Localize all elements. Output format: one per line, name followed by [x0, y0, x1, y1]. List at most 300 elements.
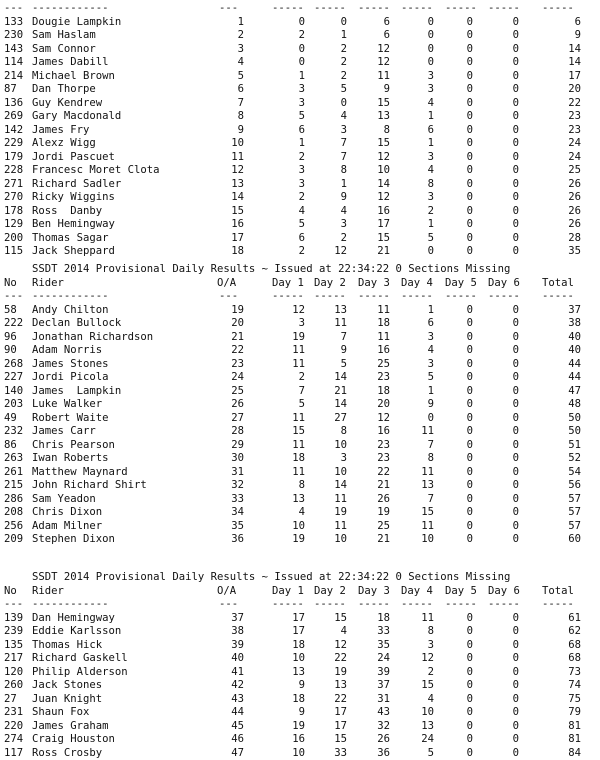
- total-score: 24: [556, 137, 581, 151]
- result-row: [0, 493, 600, 507]
- rider-name: James Carr: [32, 425, 96, 439]
- dash-day2: -----: [314, 2, 346, 16]
- rider-name: Francesc Moret Clota: [32, 164, 160, 178]
- rider-number: 208: [4, 506, 23, 520]
- rider-name: Matthew Maynard: [32, 466, 128, 480]
- rider-name: Gary Macdonald: [32, 110, 121, 124]
- result-row: [0, 137, 600, 151]
- dash-day4: -----: [401, 2, 433, 16]
- day-6-score: 0: [494, 747, 519, 760]
- overall-position: 32: [219, 479, 244, 493]
- overall-position: 21: [219, 331, 244, 345]
- header-day2: Day 2: [314, 585, 346, 599]
- dash-underline-row: [0, 2, 600, 16]
- dash-oa: ---: [219, 598, 238, 612]
- result-row: [0, 191, 600, 205]
- results-rows: [0, 16, 600, 259]
- day-3-score: 22: [365, 466, 390, 480]
- overall-position: 24: [219, 371, 244, 385]
- day-6-score: 0: [494, 533, 519, 547]
- day-6-score: 0: [494, 331, 519, 345]
- day-4-score: 8: [409, 178, 434, 192]
- overall-position: 26: [219, 398, 244, 412]
- total-score: 9: [556, 29, 581, 43]
- result-row: [0, 412, 600, 426]
- rider-number: 220: [4, 720, 23, 734]
- day-2-score: 22: [322, 693, 347, 707]
- day-5-score: 0: [448, 344, 473, 358]
- day-5-score: 0: [448, 358, 473, 372]
- day-3-score: 18: [365, 612, 390, 626]
- day-3-score: 15: [365, 97, 390, 111]
- overall-position: 14: [219, 191, 244, 205]
- overall-position: 19: [219, 304, 244, 318]
- result-row: [0, 439, 600, 453]
- day-5-score: 0: [448, 652, 473, 666]
- rider-number: 217: [4, 652, 23, 666]
- rider-name: Chris Pearson: [32, 439, 115, 453]
- overall-position: 9: [219, 124, 244, 138]
- day-1-score: 11: [280, 358, 305, 372]
- rider-number: 178: [4, 205, 23, 219]
- day-3-score: 11: [365, 304, 390, 318]
- rider-number: 133: [4, 16, 23, 30]
- day-2-score: 11: [322, 317, 347, 331]
- rider-name: Craig Houston: [32, 733, 115, 747]
- day-5-score: 0: [448, 466, 473, 480]
- day-3-score: 19: [365, 506, 390, 520]
- day-4-score: 4: [409, 97, 434, 111]
- day-4-score: 10: [409, 706, 434, 720]
- result-row: [0, 706, 600, 720]
- rider-number: 96: [4, 331, 17, 345]
- header-no: No: [4, 585, 17, 599]
- day-3-score: 18: [365, 317, 390, 331]
- day-3-score: 33: [365, 625, 390, 639]
- total-score: 14: [556, 56, 581, 70]
- day-4-score: 4: [409, 344, 434, 358]
- result-row: [0, 479, 600, 493]
- day-3-score: 25: [365, 520, 390, 534]
- day-3-score: 32: [365, 720, 390, 734]
- day-6-score: 0: [494, 385, 519, 399]
- rider-number: 49: [4, 412, 17, 426]
- day-4-score: 1: [409, 137, 434, 151]
- day-6-score: 0: [494, 191, 519, 205]
- rider-name: Adam Norris: [32, 344, 102, 358]
- day-3-score: 12: [365, 43, 390, 57]
- day-1-score: 19: [280, 533, 305, 547]
- rider-number: 229: [4, 137, 23, 151]
- day-2-score: 1: [322, 29, 347, 43]
- day-1-score: 12: [280, 304, 305, 318]
- header-rider: Rider: [32, 277, 64, 291]
- result-row: [0, 371, 600, 385]
- day-6-score: 0: [494, 83, 519, 97]
- day-6-score: 0: [494, 29, 519, 43]
- total-score: 6: [556, 16, 581, 30]
- rider-name: Jonathan Richardson: [32, 331, 153, 345]
- header-day5: Day 5: [445, 585, 477, 599]
- rider-name: James Stones: [32, 358, 109, 372]
- day-5-score: 0: [448, 371, 473, 385]
- day-6-score: 0: [494, 733, 519, 747]
- day-4-score: 0: [409, 245, 434, 259]
- day-1-score: 2: [280, 151, 305, 165]
- day-2-score: 4: [322, 625, 347, 639]
- day-2-score: 1: [322, 178, 347, 192]
- day-4-score: 3: [409, 70, 434, 84]
- overall-position: 22: [219, 344, 244, 358]
- day-1-score: 3: [280, 83, 305, 97]
- rider-number: 239: [4, 625, 23, 639]
- day-5-score: 0: [448, 452, 473, 466]
- result-row: [0, 43, 600, 57]
- rider-number: 136: [4, 97, 23, 111]
- day-2-score: 0: [322, 97, 347, 111]
- day-3-score: 23: [365, 371, 390, 385]
- day-1-score: 19: [280, 331, 305, 345]
- day-1-score: 2: [280, 191, 305, 205]
- rider-name: Adam Milner: [32, 520, 102, 534]
- day-6-score: 0: [494, 245, 519, 259]
- day-5-score: 0: [448, 506, 473, 520]
- rider-number: 214: [4, 70, 23, 84]
- day-4-score: 1: [409, 218, 434, 232]
- day-4-score: 15: [409, 679, 434, 693]
- total-score: 48: [556, 398, 581, 412]
- header-day6: Day 6: [488, 585, 520, 599]
- rider-number: 209: [4, 533, 23, 547]
- overall-position: 12: [219, 164, 244, 178]
- total-score: 52: [556, 452, 581, 466]
- day-3-score: 26: [365, 733, 390, 747]
- rider-name: Ross Crosby: [32, 747, 102, 760]
- rider-number: 27: [4, 693, 17, 707]
- day-2-score: 15: [322, 612, 347, 626]
- day-3-score: 21: [365, 533, 390, 547]
- day-3-score: 16: [365, 344, 390, 358]
- day-3-score: 8: [365, 124, 390, 138]
- day-4-score: 0: [409, 412, 434, 426]
- day-4-score: 1: [409, 110, 434, 124]
- result-row: [0, 666, 600, 680]
- day-6-score: 0: [494, 412, 519, 426]
- overall-position: 40: [219, 652, 244, 666]
- day-5-score: 0: [448, 520, 473, 534]
- dash-day3: -----: [358, 598, 390, 612]
- day-4-score: 3: [409, 83, 434, 97]
- rider-number: 200: [4, 232, 23, 246]
- day-6-score: 0: [494, 164, 519, 178]
- day-3-score: 16: [365, 205, 390, 219]
- day-1-score: 0: [280, 43, 305, 57]
- rider-name: Richard Sadler: [32, 178, 121, 192]
- dash-day6: -----: [488, 2, 520, 16]
- rider-name: James Graham: [32, 720, 109, 734]
- day-3-score: 11: [365, 331, 390, 345]
- day-6-score: 0: [494, 358, 519, 372]
- day-5-score: 0: [448, 56, 473, 70]
- overall-position: 37: [219, 612, 244, 626]
- day-1-score: 2: [280, 371, 305, 385]
- header-day1: Day 1: [272, 277, 304, 291]
- header-no: No: [4, 277, 17, 291]
- total-score: 81: [556, 720, 581, 734]
- result-row: [0, 317, 600, 331]
- day-1-score: 7: [280, 385, 305, 399]
- day-4-score: 1: [409, 304, 434, 318]
- day-3-score: 31: [365, 693, 390, 707]
- rider-number: 260: [4, 679, 23, 693]
- rider-name: Philip Alderson: [32, 666, 128, 680]
- total-score: 56: [556, 479, 581, 493]
- rider-name: Shaun Fox: [32, 706, 89, 720]
- day-4-score: 3: [409, 151, 434, 165]
- day-3-score: 23: [365, 452, 390, 466]
- day-1-score: 2: [280, 245, 305, 259]
- rider-number: 270: [4, 191, 23, 205]
- total-score: 40: [556, 344, 581, 358]
- rider-name: James Lampkin: [32, 385, 121, 399]
- overall-position: 2: [219, 29, 244, 43]
- day-5-score: 0: [448, 43, 473, 57]
- rider-number: 274: [4, 733, 23, 747]
- rider-name: Robert Waite: [32, 412, 109, 426]
- day-5-score: 0: [448, 720, 473, 734]
- day-5-score: 0: [448, 232, 473, 246]
- day-2-score: 11: [322, 520, 347, 534]
- total-score: 50: [556, 412, 581, 426]
- result-row: [0, 205, 600, 219]
- rider-number: 268: [4, 358, 23, 372]
- result-row: [0, 218, 600, 232]
- day-4-score: 15: [409, 506, 434, 520]
- day-2-score: 22: [322, 652, 347, 666]
- total-score: 57: [556, 493, 581, 507]
- total-score: 38: [556, 317, 581, 331]
- rider-name: James Fry: [32, 124, 89, 138]
- result-row: [0, 720, 600, 734]
- day-6-score: 0: [494, 70, 519, 84]
- day-1-score: 1: [280, 70, 305, 84]
- results-section-2: [0, 263, 600, 547]
- result-row: [0, 56, 600, 70]
- dash-underline-row: [0, 290, 600, 304]
- day-3-score: 6: [365, 16, 390, 30]
- result-row: [0, 97, 600, 111]
- total-score: 22: [556, 97, 581, 111]
- day-3-score: 9: [365, 83, 390, 97]
- total-score: 14: [556, 43, 581, 57]
- dash-day3: -----: [358, 2, 390, 16]
- day-4-score: 0: [409, 29, 434, 43]
- overall-position: 29: [219, 439, 244, 453]
- results-rows: [0, 612, 600, 760]
- rider-name: Richard Gaskell: [32, 652, 128, 666]
- dash-rider: ------------: [32, 290, 109, 304]
- day-5-score: 0: [448, 124, 473, 138]
- dash-day1: -----: [272, 598, 304, 612]
- day-5-score: 0: [448, 16, 473, 30]
- day-1-score: 17: [280, 625, 305, 639]
- result-row: [0, 178, 600, 192]
- result-row: [0, 747, 600, 760]
- day-1-score: 11: [280, 344, 305, 358]
- day-6-score: 0: [494, 232, 519, 246]
- rider-name: Ben Hemingway: [32, 218, 115, 232]
- day-5-score: 0: [448, 205, 473, 219]
- day-4-score: 12: [409, 652, 434, 666]
- day-2-score: 11: [322, 493, 347, 507]
- result-row: [0, 425, 600, 439]
- rider-number: 230: [4, 29, 23, 43]
- day-6-score: 0: [494, 124, 519, 138]
- overall-position: 17: [219, 232, 244, 246]
- result-row: [0, 466, 600, 480]
- day-4-score: 2: [409, 205, 434, 219]
- overall-position: 45: [219, 720, 244, 734]
- day-3-score: 17: [365, 218, 390, 232]
- day-1-score: 3: [280, 164, 305, 178]
- section-title: SSDT 2014 Provisional Daily Results ~ Issued at 22:34:22 0 Sections Missing: [0, 571, 600, 585]
- day-1-score: 18: [280, 452, 305, 466]
- header-rider: Rider: [32, 585, 64, 599]
- result-row: [0, 733, 600, 747]
- header-oa: O/A: [217, 277, 236, 291]
- overall-position: 47: [219, 747, 244, 760]
- day-2-score: 10: [322, 533, 347, 547]
- day-2-score: 7: [322, 137, 347, 151]
- result-row: [0, 110, 600, 124]
- rider-number: 143: [4, 43, 23, 57]
- day-4-score: 7: [409, 493, 434, 507]
- day-3-score: 12: [365, 191, 390, 205]
- overall-position: 3: [219, 43, 244, 57]
- total-score: 44: [556, 358, 581, 372]
- day-1-score: 11: [280, 466, 305, 480]
- day-5-score: 0: [448, 191, 473, 205]
- day-3-score: 23: [365, 439, 390, 453]
- day-3-score: 15: [365, 137, 390, 151]
- result-row: [0, 693, 600, 707]
- day-2-score: 14: [322, 398, 347, 412]
- rider-name: Dougie Lampkin: [32, 16, 121, 30]
- rider-number: 129: [4, 218, 23, 232]
- day-6-score: 0: [494, 506, 519, 520]
- rider-number: 139: [4, 612, 23, 626]
- dash-day6: -----: [488, 290, 520, 304]
- day-2-score: 0: [322, 16, 347, 30]
- day-4-score: 0: [409, 16, 434, 30]
- day-4-score: 4: [409, 164, 434, 178]
- day-3-score: 15: [365, 232, 390, 246]
- overall-position: 11: [219, 151, 244, 165]
- results-rows: [0, 304, 600, 547]
- overall-position: 28: [219, 425, 244, 439]
- rider-number: 115: [4, 245, 23, 259]
- day-5-score: 0: [448, 493, 473, 507]
- total-score: 24: [556, 151, 581, 165]
- day-5-score: 0: [448, 218, 473, 232]
- day-2-score: 12: [322, 245, 347, 259]
- day-2-score: 17: [322, 720, 347, 734]
- result-row: [0, 398, 600, 412]
- day-2-score: 19: [322, 506, 347, 520]
- day-5-score: 0: [448, 533, 473, 547]
- day-2-score: 14: [322, 371, 347, 385]
- day-1-score: 9: [280, 679, 305, 693]
- result-row: [0, 331, 600, 345]
- day-3-score: 12: [365, 56, 390, 70]
- day-5-score: 0: [448, 70, 473, 84]
- day-2-score: 4: [322, 205, 347, 219]
- dash-rider: ------------: [32, 2, 109, 16]
- day-3-score: 37: [365, 679, 390, 693]
- dash-day5: -----: [445, 598, 477, 612]
- day-3-score: 26: [365, 493, 390, 507]
- rider-name: Chris Dixon: [32, 506, 102, 520]
- day-6-score: 0: [494, 110, 519, 124]
- day-5-score: 0: [448, 733, 473, 747]
- dash-total: -----: [542, 2, 574, 16]
- day-3-score: 43: [365, 706, 390, 720]
- day-3-score: 21: [365, 479, 390, 493]
- total-score: 73: [556, 666, 581, 680]
- dash-oa: ---: [219, 2, 238, 16]
- day-1-score: 11: [280, 412, 305, 426]
- rider-name: Sam Yeadon: [32, 493, 96, 507]
- rider-name: Ross Danby: [32, 205, 102, 219]
- day-5-score: 0: [448, 137, 473, 151]
- overall-position: 41: [219, 666, 244, 680]
- day-1-score: 5: [280, 398, 305, 412]
- total-score: 26: [556, 178, 581, 192]
- day-2-score: 13: [322, 679, 347, 693]
- rider-number: 140: [4, 385, 23, 399]
- day-5-score: 0: [448, 178, 473, 192]
- rider-name: Jack Sheppard: [32, 245, 115, 259]
- day-2-score: 2: [322, 43, 347, 57]
- overall-position: 4: [219, 56, 244, 70]
- rider-number: 263: [4, 452, 23, 466]
- result-row: [0, 612, 600, 626]
- day-5-score: 0: [448, 97, 473, 111]
- rider-name: Dan Hemingway: [32, 612, 115, 626]
- day-5-score: 0: [448, 439, 473, 453]
- day-1-score: 16: [280, 733, 305, 747]
- overall-position: 36: [219, 533, 244, 547]
- rider-number: 269: [4, 110, 23, 124]
- rider-name: Juan Knight: [32, 693, 102, 707]
- total-score: 50: [556, 425, 581, 439]
- header-day3: Day 3: [358, 585, 390, 599]
- rider-number: 203: [4, 398, 23, 412]
- rider-number: 286: [4, 493, 23, 507]
- day-6-score: 0: [494, 151, 519, 165]
- day-5-score: 0: [448, 747, 473, 760]
- dash-day4: -----: [401, 290, 433, 304]
- day-6-score: 0: [494, 452, 519, 466]
- day-2-score: 19: [322, 666, 347, 680]
- total-score: 68: [556, 652, 581, 666]
- day-5-score: 0: [448, 385, 473, 399]
- dash-day1: -----: [272, 2, 304, 16]
- day-2-score: 27: [322, 412, 347, 426]
- day-1-score: 5: [280, 110, 305, 124]
- rider-number: 117: [4, 747, 23, 760]
- day-3-score: 14: [365, 178, 390, 192]
